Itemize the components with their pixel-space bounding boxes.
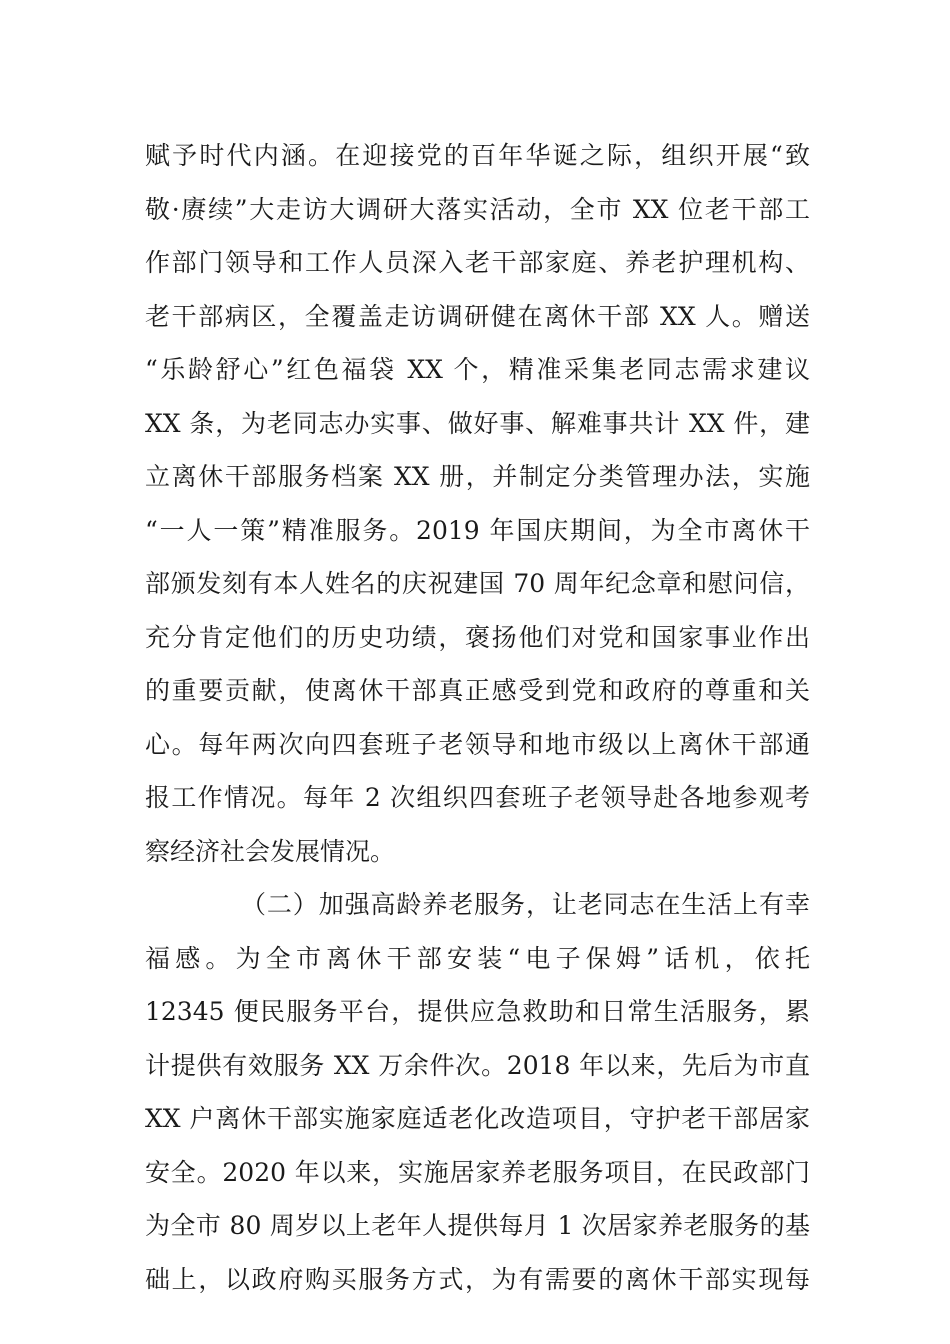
document-body [145, 129, 810, 1306]
paragraph-1 [145, 129, 810, 878]
paragraph-line: 计提供有效服务 XX 万余件次。2018 年以来，先后为市直 [145, 1050, 810, 1080]
paragraph-line: XX 条，为老同志办实事、做好事、解难事共计 XX 件，建 [145, 408, 810, 438]
paragraph-line: 为全市 80 周岁以上老年人提供每月 1 次居家养老服务的基 [145, 1211, 810, 1240]
paragraph-line: 福感。为全市离休干部安装“电子保姆”话机，依托 [145, 943, 810, 973]
paragraph-2 [145, 878, 810, 1306]
paragraph-line: 的重要贡献，使离休干部真正感受到党和政府的尊重和关 [145, 676, 810, 705]
paragraph-line: 赋予时代内涵。在迎接党的百年华诞之际，组织开展“致 [145, 141, 810, 170]
paragraph-line: 立离休干部服务档案 XX 册，并制定分类管理办法，实施 [145, 462, 810, 491]
paragraph-line: 敬·赓续”大走访大调研大落实活动，全市 XX 位老干部工 [145, 194, 810, 224]
paragraph-line: 部颁发刻有本人姓名的庆祝建国 70 周年纪念章和慰问信， [145, 569, 810, 598]
paragraph-line: 充分肯定他们的历史功绩，褒扬他们对党和国家事业作出 [145, 622, 810, 652]
paragraph-line: “乐龄舒心”红色福袋 XX 个，精准采集老同志需求建议 [145, 355, 810, 384]
paragraph-line: XX 户离休干部实施家庭适老化改造项目，守护老干部居家 [145, 1104, 810, 1133]
paragraph-line: “一人一策”精准服务。2019 年国庆期间，为全市离休干 [145, 515, 810, 545]
paragraph-line: 察经济社会发展情况。 [145, 836, 396, 866]
paragraph-line: 12345 便民服务平台，提供应急救助和日常生活服务，累 [145, 997, 810, 1026]
paragraph-line: 心。每年两次向四套班子老领导和地市级以上离休干部通 [145, 729, 810, 759]
paragraph-line: 老干部病区，全覆盖走访调研健在离休干部 XX 人。赠送 [145, 301, 810, 331]
paragraph-line: 报工作情况。每年 2 次组织四套班子老领导赴各地参观考 [145, 783, 810, 812]
paragraph-heading-line: （二）加强高龄养老服务，让老同志在生活上有幸 [241, 890, 810, 919]
paragraph-line: 作部门领导和工作人员深入老干部家庭、养老护理机构、 [145, 248, 810, 277]
paragraph-line: 础上，以政府购买服务方式，为有需要的离休干部实现每 [145, 1264, 810, 1294]
paragraph-line: 安全。2020 年以来，实施居家养老服务项目，在民政部门 [145, 1157, 810, 1187]
